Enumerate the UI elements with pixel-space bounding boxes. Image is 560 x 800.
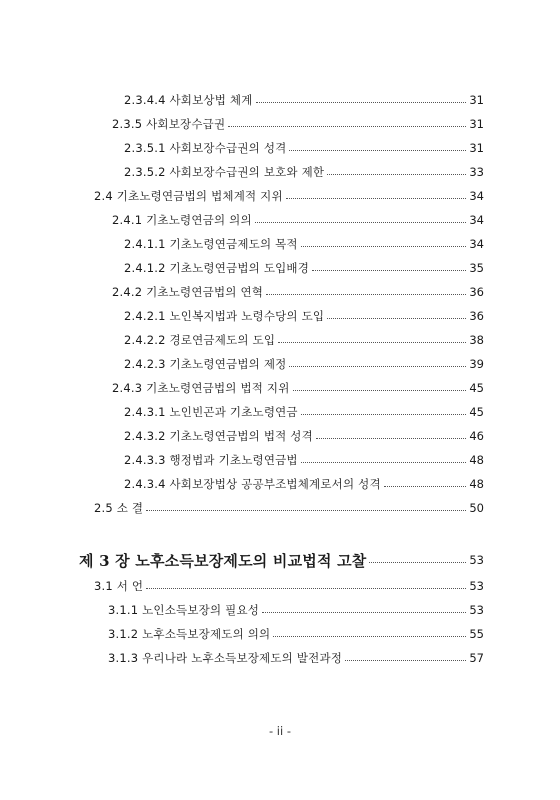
- toc-entry-page: 36: [469, 309, 484, 323]
- toc-entry-page: 31: [469, 117, 484, 131]
- leader-dots: [293, 390, 467, 391]
- leader-dots: [316, 438, 466, 439]
- toc-entry-label: 2.3.4.4 사회보상법 체계: [124, 93, 253, 107]
- leader-dots: [266, 294, 466, 295]
- toc-entry-label: 2.4 기초노령연금법의 법체계적 지위: [94, 189, 283, 203]
- toc-entry[interactable]: [94, 186, 484, 206]
- toc-entry-page: 38: [469, 333, 484, 347]
- toc-entry[interactable]: [108, 624, 484, 644]
- leader-dots: [256, 102, 467, 103]
- toc-entry-label: 2.4.3 기초노령연금법의 법적 지위: [112, 381, 290, 395]
- toc-entry[interactable]: [124, 258, 484, 278]
- leader-dots: [327, 174, 466, 175]
- toc-entry-page: 53: [469, 579, 484, 593]
- leader-dots: [345, 660, 466, 661]
- leader-dots: [273, 636, 466, 637]
- toc-entry-label: 2.3.5.2 사회보장수급권의 보호와 제한: [124, 165, 325, 179]
- toc-entry[interactable]: [112, 378, 484, 398]
- leader-dots: [289, 366, 466, 367]
- toc-entry-page: 35: [469, 261, 484, 275]
- toc-entry[interactable]: [124, 162, 484, 182]
- toc-entry-page: 31: [469, 141, 484, 155]
- toc-entry-page: 34: [469, 237, 484, 251]
- leader-dots: [369, 562, 466, 563]
- leader-dots: [289, 150, 466, 151]
- leader-dots: [228, 126, 466, 127]
- toc-entry[interactable]: [108, 648, 484, 668]
- toc-entry-label: 2.4.3.2 기초노령연금법의 법적 성격: [124, 429, 313, 443]
- toc-entry[interactable]: [94, 498, 484, 518]
- leader-dots: [327, 318, 466, 319]
- leader-dots: [146, 588, 466, 589]
- toc-entry[interactable]: [124, 402, 484, 422]
- toc-entry-page: 50: [469, 501, 484, 515]
- toc-entry-page: 48: [469, 453, 484, 467]
- toc-entry-label: 3.1.2 노후소득보장제도의 의의: [108, 627, 271, 641]
- page-number-footer: - ii -: [268, 724, 291, 738]
- leader-dots: [146, 510, 466, 511]
- toc-entry-label: 2.4.1.2 기초노령연금법의 도입배경: [124, 261, 310, 275]
- toc-entry-label: 2.4.2 기초노령연금법의 연혁: [112, 285, 264, 299]
- toc-entry-label: 3.1.3 우리나라 노후소득보장제도의 발전과정: [108, 651, 343, 665]
- toc-entry[interactable]: [124, 90, 484, 110]
- leader-dots: [301, 414, 467, 415]
- toc-entry-label: 2.4.3.4 사회보장법상 공공부조법체계로서의 성격: [124, 477, 381, 491]
- leader-dots: [312, 270, 466, 271]
- toc-entry[interactable]: [112, 282, 484, 302]
- toc-entry[interactable]: [112, 114, 484, 134]
- toc-entry[interactable]: [124, 354, 484, 374]
- toc-entry-page: 57: [469, 651, 484, 665]
- toc-entry-page: 53: [469, 603, 484, 617]
- toc-entry[interactable]: [124, 450, 484, 470]
- toc-entry-page: 55: [469, 627, 484, 641]
- toc-entry[interactable]: [124, 234, 484, 254]
- leader-dots: [255, 222, 467, 223]
- toc-entry-label: 2.3.5 사회보장수급권: [112, 117, 226, 131]
- toc-entry-page: 39: [469, 357, 484, 371]
- toc-entry-label: 3.1.1 노인소득보장의 필요성: [108, 603, 260, 617]
- toc-entry-page: 31: [469, 93, 484, 107]
- toc-entry[interactable]: [124, 138, 484, 158]
- toc-entry-label: 2.3.5.1 사회보장수급권의 성격: [124, 141, 287, 155]
- toc-entry-page: 36: [469, 285, 484, 299]
- toc-entry-page: 33: [469, 165, 484, 179]
- leader-dots: [278, 342, 466, 343]
- toc-entry[interactable]: [124, 426, 484, 446]
- toc-entry[interactable]: [124, 474, 484, 494]
- toc-entry-label: 2.4.2.3 기초노령연금법의 제정: [124, 357, 287, 371]
- toc-entry-label: 2.4.3.1 노인빈곤과 기초노령연금: [124, 405, 298, 419]
- toc-entry-label: 2.4.1 기초노령연금의 의의: [112, 213, 252, 227]
- toc-entry[interactable]: [108, 600, 484, 620]
- toc-entry-page: 45: [469, 381, 484, 395]
- toc-entry-page: 34: [469, 213, 484, 227]
- toc-entry-page: 46: [469, 429, 484, 443]
- toc-entry-label: 2.4.2.2 경로연금제도의 도입: [124, 333, 276, 347]
- toc-entry-label: 2.5 소 결: [94, 501, 144, 515]
- toc-entry-page: 45: [469, 405, 484, 419]
- leader-dots: [301, 246, 467, 247]
- toc-entry-page: 34: [469, 189, 484, 203]
- toc-chapter-entry[interactable]: [79, 548, 484, 572]
- leader-dots: [262, 612, 466, 613]
- leader-dots: [286, 198, 467, 199]
- toc-entry-label: 3.1 서 언: [94, 579, 144, 593]
- toc-entry[interactable]: [124, 306, 484, 326]
- toc-entry-page: 48: [469, 477, 484, 491]
- toc-entry-page: 53: [469, 553, 484, 567]
- leader-dots: [384, 486, 467, 487]
- toc-chapter-label: 제 3 장 노후소득보장제도의 비교법적 고찰: [79, 551, 367, 570]
- leader-dots: [301, 462, 467, 463]
- toc-entry[interactable]: [124, 330, 484, 350]
- toc-entry-label: 2.4.2.1 노인복지법과 노령수당의 도입: [124, 309, 325, 323]
- toc-entry-label: 2.4.3.3 행정법과 기초노령연금법: [124, 453, 298, 467]
- toc-entry-label: 2.4.1.1 기초노령연금제도의 목적: [124, 237, 298, 251]
- toc-entry[interactable]: [94, 576, 484, 596]
- toc-entry[interactable]: [112, 210, 484, 230]
